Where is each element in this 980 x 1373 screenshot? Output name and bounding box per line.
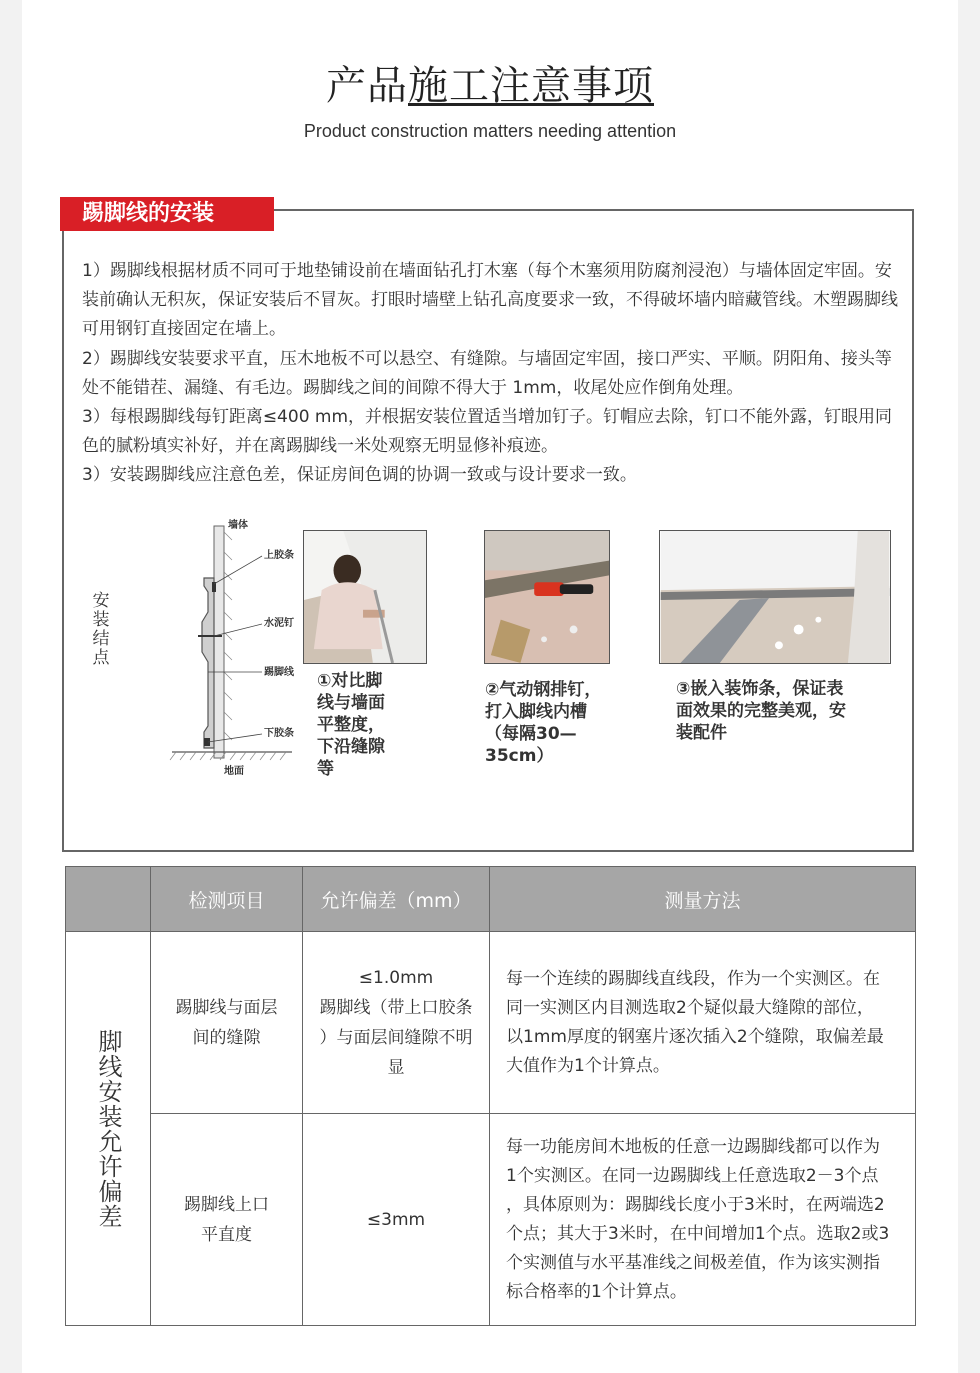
label-floor: 地面 (224, 766, 244, 777)
row-group-cell (66, 932, 151, 1326)
caption-2: ②气动钢排钉， 打入脚线内槽 （每隔30— 35cm） (485, 680, 602, 766)
label-cement-nail: 水泥钉 (264, 618, 294, 629)
label-wall: 墙体 (228, 520, 248, 531)
section-tag: 踢脚线的安装 (60, 197, 274, 231)
label-top-strip: 上胶条 (264, 550, 294, 561)
label-bottom-strip: 下胶条 (264, 728, 294, 739)
page (22, 0, 958, 1373)
table-header-row (66, 867, 916, 932)
title-underlined: 施工注意事项 (408, 63, 654, 109)
item-cell: 踢脚线上口 平直度 (151, 1114, 303, 1326)
method-cell: 每一功能房间木地板的任意一边踢脚线都可以作为 1个实测区。在同一边踢脚线上任意选取2－3个点 ，具体原则为：踢脚线长度小于3米时，在两端选2 个点；其大于3米时，在中间增加1个点。选取2或3 个实测值与水平基准线之间极差值，作为该实测指 标合格率的1个计算点。 (490, 1114, 916, 1326)
paragraph-2: 2）踢脚线安装要求平直，压木地板不可以悬空、有缝隙。与墙固定牢固，接口严实、平顺。阴阳角、接头等处不能错茬、漏缝、有毛边。踢脚线之间的间隙不得大于 1mm，收尾处应作倒角处理。 (82, 348, 892, 398)
node-label: 安装结点 (92, 591, 110, 668)
photo-compare-flatness (303, 530, 427, 664)
paragraph-4: 3）安装踢脚线应注意色差，保证房间色调的协调一致或与设计要求一致。 (82, 465, 637, 486)
header-item: 检测项目 (151, 867, 303, 932)
photo-pneumatic-nailing (484, 530, 610, 664)
header-tolerance: 允许偏差（mm） (303, 867, 490, 932)
paragraph-3: 3）每根踢脚线每钉距离≤400 mm，并根据安装位置适当增加钉子。钉帽应去除，钉口不能外露，钉眼用同色的腻粉填实补好，并在离踢脚线一米处观察无明显修补痕迹。 (82, 407, 893, 457)
tolerance-table (65, 866, 916, 1326)
table-row (66, 932, 916, 1114)
photo-embed-trim (659, 530, 891, 664)
caption-3: ③嵌入装饰条，保证表 面效果的完整美观，安 装配件 (676, 679, 846, 743)
header-blank (66, 867, 151, 932)
label-skirting: 踢脚线 (264, 667, 294, 678)
page-title: 产品施工注意事项 (326, 63, 654, 109)
item-cell: 踢脚线与面层 间的缝隙 (151, 932, 303, 1114)
method-cell: 每一个连续的踢脚线直线段，作为一个实测区。在 同一实测区内目测选取2个疑似最大缝隙的部位， 以1mm厚度的钢塞片逐次插入2个缝隙，取偏差最 大值作为1个计算点。 (490, 932, 916, 1114)
row-group-label: 脚线安装允许偏差 (94, 1028, 122, 1229)
caption-1: ①对比脚 线与墙面 平整度， 下沿缝隙 等 (317, 671, 385, 779)
tolerance-cell: ≤3mm (303, 1114, 490, 1326)
table-row (66, 1114, 916, 1326)
page-subtitle: Product construction matters needing attention (303, 121, 677, 141)
section-text (82, 257, 908, 491)
tolerance-cell: ≤1.0mm 踢脚线（带上口胶条 ）与面层间缝隙不明 显 (303, 932, 490, 1114)
skirting-cross-section-diagram (162, 512, 302, 784)
header-method: 测量方法 (490, 867, 916, 932)
paragraph-1: 1）踢脚线根据材质不同可于地垫铺设前在墙面钻孔打木塞（每个木塞须用防腐剂浸泡）与墙体固定牢固。安装前确认无积灰，保证安装后不冒灰。打眼时墙壁上钻孔高度要求一致，不得破坏墙内暗藏管线。木塑踢脚线可用钢钉直接固定在墙上。 (82, 261, 898, 340)
